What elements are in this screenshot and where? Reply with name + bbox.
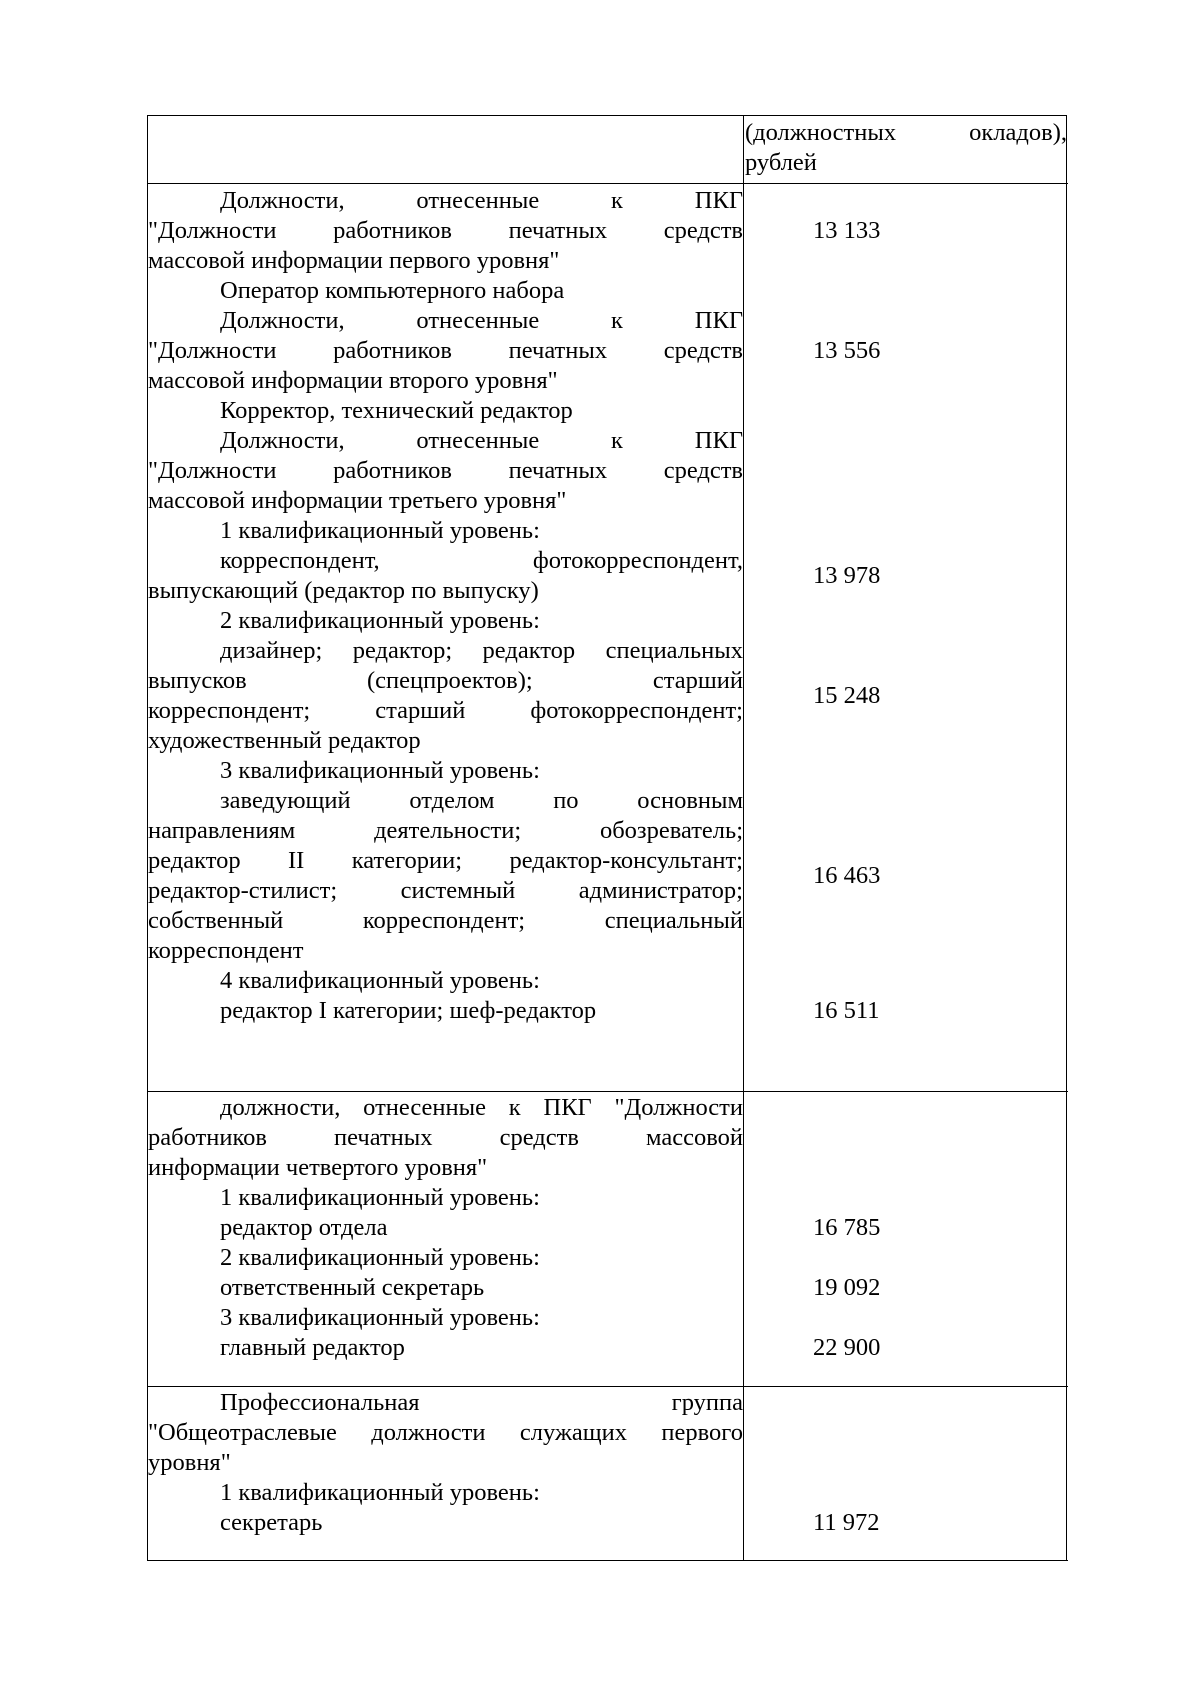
row-text: 4 квалификационный уровень: xyxy=(220,967,540,994)
row-text: корреспондент; старший фотокорреспондент; xyxy=(148,697,743,724)
row-text: редактор I категории; шеф-редактор xyxy=(220,997,597,1024)
row-text: информации четвертого уровня" xyxy=(148,1154,488,1181)
row-text: Оператор компьютерного набора xyxy=(220,277,565,304)
salary-value: 11 972 xyxy=(813,1509,880,1536)
header-salary-label-line2: рублей xyxy=(745,149,817,176)
row-text: массовой информации третьего уровня" xyxy=(148,487,567,514)
row-text: выпусков (спецпроектов); старший xyxy=(148,667,743,694)
salary-value: 22 900 xyxy=(813,1334,881,1361)
row-text: "Должности работников печатных средств xyxy=(148,217,743,244)
salary-value: 16 785 xyxy=(813,1214,881,1241)
row-text: 3 квалификационный уровень: xyxy=(220,1304,540,1331)
row-text: редактор II категории; редактор-консультант; xyxy=(148,847,743,874)
table-row-print-media-levels-1-3 xyxy=(148,183,1068,1092)
row-text: "Общеотраслевые должности служащих первого xyxy=(148,1419,743,1446)
row-text: 2 квалификационный уровень: xyxy=(220,1244,540,1271)
row-text: "Должности работников печатных средств xyxy=(148,337,743,364)
row-text: 2 квалификационный уровень: xyxy=(220,607,540,634)
row-text: редактор отдела xyxy=(220,1214,388,1241)
row-text: корреспондент, фотокорреспондент, xyxy=(220,547,743,574)
row-text: Профессиональная группа xyxy=(220,1389,743,1416)
row-text: дизайнер; редактор; редактор специальных xyxy=(220,637,743,664)
row-text: секретарь xyxy=(220,1509,323,1536)
row-text: Должности, отнесенные к ПКГ xyxy=(220,307,743,334)
row-text: ответственный секретарь xyxy=(220,1274,485,1301)
row-text: художественный редактор xyxy=(148,727,421,754)
salary-value: 15 248 xyxy=(813,682,881,709)
row-text: Должности, отнесенные к ПКГ xyxy=(220,427,743,454)
row-text: корреспондент xyxy=(148,937,304,964)
row-text: 1 квалификационный уровень: xyxy=(220,1184,540,1211)
row-text: Должности, отнесенные к ПКГ xyxy=(220,187,743,214)
row-text: главный редактор xyxy=(220,1334,405,1361)
salary-value: 13 556 xyxy=(813,337,881,364)
row-text: массовой информации первого уровня" xyxy=(148,247,560,274)
row-text: уровня" xyxy=(148,1449,231,1476)
row-text: выпускающий (редактор по выпуску) xyxy=(148,577,539,604)
row-text: направлениям деятельности; обозреватель; xyxy=(148,817,743,844)
row-text: работников печатных средств массовой xyxy=(148,1124,743,1151)
row-text: должности, отнесенные к ПКГ "Должности xyxy=(220,1094,743,1121)
row-text: "Должности работников печатных средств xyxy=(148,457,743,484)
row-text: 1 квалификационный уровень: xyxy=(220,517,540,544)
row-text: 3 квалификационный уровень: xyxy=(220,757,540,784)
row-text: собственный корреспондент; специальный xyxy=(148,907,743,934)
table-right-border xyxy=(1066,116,1067,1561)
salary-table xyxy=(147,115,1067,1561)
table-row-general-employees-level-1 xyxy=(148,1386,1068,1561)
row-text: 1 квалификационный уровень: xyxy=(220,1479,540,1506)
row-text: заведующий отделом по основным xyxy=(220,787,743,814)
salary-value: 16 463 xyxy=(813,862,881,889)
header-salary-label-line1: (должностных окладов), xyxy=(745,119,1067,146)
table-row-print-media-level-4 xyxy=(148,1091,1068,1387)
row-text: редактор-стилист; системный администратор; xyxy=(148,877,743,904)
salary-value: 16 511 xyxy=(813,997,880,1024)
table-header-row xyxy=(148,116,1068,184)
salary-value: 13 133 xyxy=(813,217,881,244)
salary-value: 19 092 xyxy=(813,1274,881,1301)
row-text: массовой информации второго уровня" xyxy=(148,367,558,394)
row-text: Корректор, технический редактор xyxy=(220,397,573,424)
salary-value: 13 978 xyxy=(813,562,881,589)
